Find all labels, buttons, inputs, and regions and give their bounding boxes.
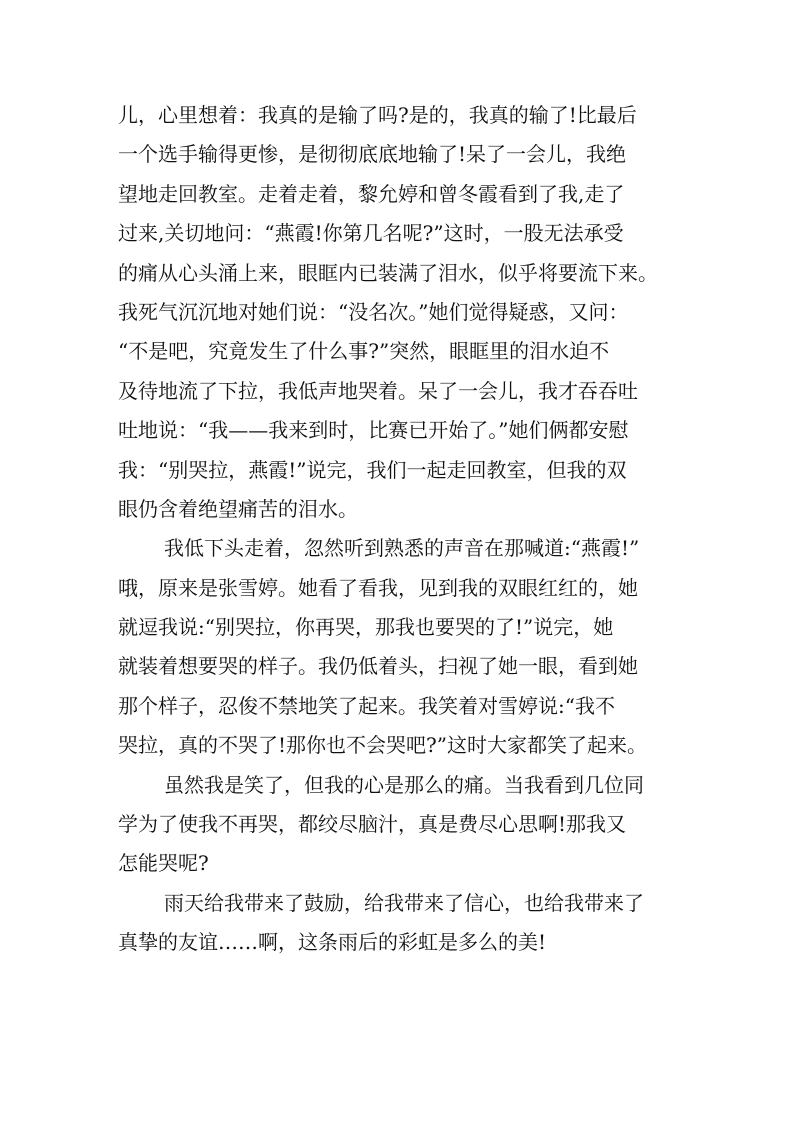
document-body	[118, 96, 678, 963]
text-line: 哦，原来是张雪婷。她看了看我，见到我的双眼红红的，她	[118, 575, 638, 600]
text-line: 哭拉，真的不哭了!那你也不会哭吧?”这时大家都笑了起来。	[118, 733, 647, 758]
text-line: 我死气沉沉地对她们说：“没名次。”她们觉得疑惑，又问：	[118, 299, 629, 324]
text-line: 真挚的友谊……啊，这条雨后的彩虹是多么的美!	[118, 930, 547, 955]
text-line: 一个选手输得更惨，是彻彻底底地输了!呆了一会儿，我绝	[118, 142, 627, 167]
text-line: 就逗我说:“别哭拉，你再哭，那我也要哭的了!”说完，她	[118, 615, 614, 640]
text-line: 那个样子，忍俊不禁地笑了起来。我笑着对雪婷说:“我不	[118, 693, 615, 718]
text-line: 吐地说：“我——我来到时，比赛已开始了。”她们俩都安慰	[118, 418, 629, 443]
text-line: 儿，心里想着：我真的是输了吗?是的，我真的输了!比最后	[118, 103, 637, 127]
text-line: “不是吧，究竟发生了什么事?”突然，眼眶里的泪水迫不	[118, 339, 610, 364]
text-line: 眼仍含着绝望痛苦的泪水。	[118, 496, 358, 521]
text-line: 及待地流了下拉，我低声地哭着。呆了一会儿，我才吞吞吐	[118, 378, 638, 403]
paragraph-first-line: 我低下头走着，忽然听到熟悉的声音在那喊道:“燕霞!”	[164, 536, 640, 561]
paragraph-first-line: 雨天给我带来了鼓励，给我带来了信心，也给我带来了	[164, 890, 644, 915]
text-line: 我：“别哭拉，燕霞!”说完，我们一起走回教室，但我的双	[118, 457, 627, 482]
text-line: 望地走回教室。走着走着，黎允婷和曾冬霞看到了我,走了	[118, 181, 625, 206]
text-line: 的痛从心头涌上来，眼眶内已装满了泪水，似乎将要流下来。	[118, 260, 658, 285]
text-line: 就装着想要哭的样子。我仍低着头，扫视了她一眼，看到她	[118, 654, 638, 679]
text-line: 过来,关切地问：“燕霞!你第几名呢?”这时，一股无法承受	[118, 221, 624, 246]
paragraph-first-line: 虽然我是笑了，但我的心是那么的痛。当我看到几位同	[164, 772, 644, 797]
text-line: 学为了使我不再哭，都绞尽脑汁，真是费尽心思啊!那我又	[118, 812, 627, 837]
text-line: 怎能哭呢?	[118, 851, 209, 876]
